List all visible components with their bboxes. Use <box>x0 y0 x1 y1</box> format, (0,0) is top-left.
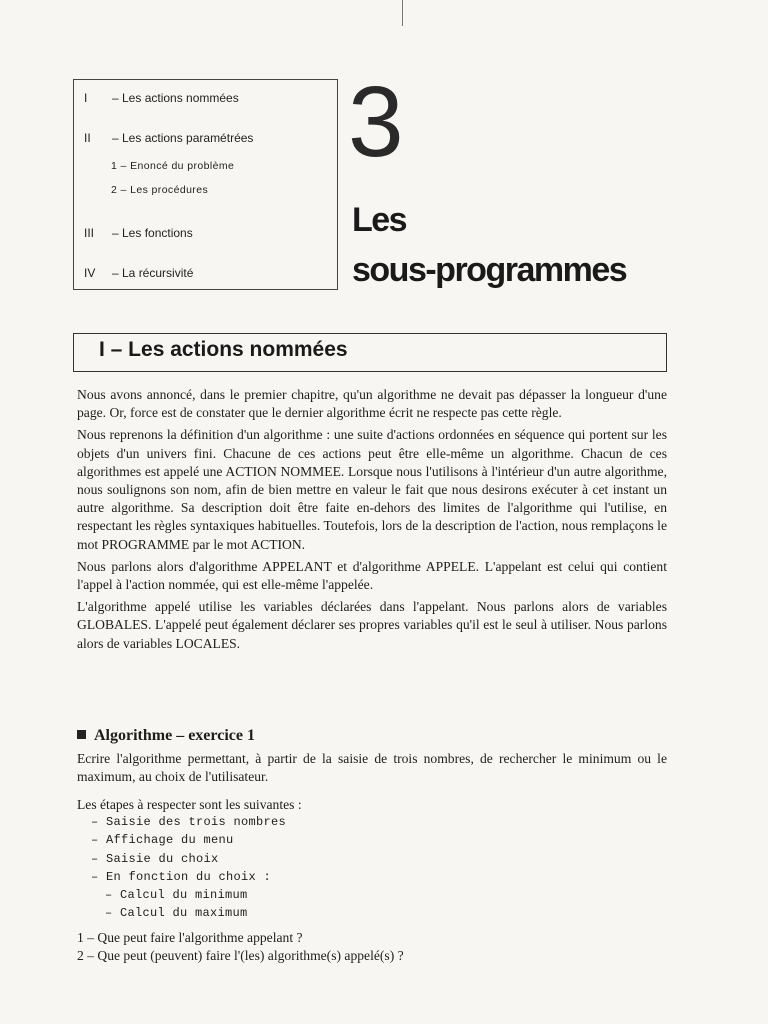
list-item: – Calcul du minimum <box>105 888 248 903</box>
paragraph: Nous reprenons la définition d'un algorithme : une suite d'actions ordonnées en séquence qui portent sur les objets d'un univers fini. Chacune de ces actions peut être elle-même un algorithme. Chacun de ces algorithmes est appelé une ACTION NOMMEE. Lorsque nous l'utilisons à l'intérieur d'un autre algorithme, nous soulignons son nom, afin de bien mettre en valeur le fait que nous desirons exécuter à cet instant un autre algorithme. Sa description doit être faite en-dehors des limites de l'algorithme qui l'utilise, en respectant les règles syntaxiques habituelles. Toutefois, lors de la description de l'action, nous remplaçons le mot PROGRAMME par le mot ACTION. <box>77 427 667 552</box>
square-bullet-icon <box>77 730 86 739</box>
toc-item-number: III <box>84 226 95 240</box>
toc-item <box>84 91 239 105</box>
toc-item-number: II <box>84 131 91 145</box>
section-title: I – Les actions nommées <box>99 338 348 361</box>
paragraph: Nous parlons alors d'algorithme APPELANT et d'algorithme APPELE. L'appelant est celui qui contient l'appel à l'action nommée, qui est elle-même l'appelée. <box>77 558 667 593</box>
toc-item-number: IV <box>84 266 96 280</box>
toc-item-label: – Les fonctions <box>112 226 193 240</box>
list-item: – Saisie des trois nombres <box>91 815 287 829</box>
list-item: – Affichage du menu <box>91 833 234 848</box>
exercise-statement <box>77 750 667 790</box>
toc-item-label: – La récursivité <box>112 266 194 280</box>
toc-item-number: I <box>84 91 88 105</box>
paragraph: Nous avons annoncé, dans le premier chapitre, qu'un algorithme ne devait pas dépasser la longueur d'une page. Or, force est de constater que le dernier algorithme écrit ne respecte pas cette règle. <box>77 387 667 421</box>
toc-item <box>84 226 193 240</box>
question: 1 – Que peut faire l'algorithme appelant ? <box>77 930 303 945</box>
section-header <box>73 333 667 372</box>
chapter-title-line: Les <box>352 201 407 239</box>
list-item: – Saisie du choix <box>91 851 219 866</box>
chapter-title <box>352 195 626 295</box>
paragraph: L'algorithme appelé utilise les variables déclarées dans l'appelant. Nous parlons alors de variables GLOBALES. L'appelé peut également déclarer ses propres variables qu'il est le seul à utiliser. Nous parlons alors de variables LOCALES. <box>77 599 667 651</box>
paragraph: Ecrire l'algorithme permettant, à partir de la saisie de trois nombres, de rechercher le minimum ou le maximum, au choix de l'utilisateur. <box>77 751 667 785</box>
toc-item-label: – Les actions paramétrées <box>112 131 254 145</box>
exercise-heading <box>77 727 255 745</box>
toc-item-label: – Les actions nommées <box>112 91 239 105</box>
list-item: – Calcul du maximum <box>105 906 248 921</box>
list-item: – En fonction du choix : <box>91 869 272 884</box>
toc-subitem: 1 – Enoncé du problème <box>111 160 235 172</box>
body-text <box>77 386 667 657</box>
chapter-title-line: sous-programmes <box>352 251 627 289</box>
question: 2 – Que peut (peuvent) faire l'(les) algorithme(s) appelé(s) ? <box>77 948 404 963</box>
toc-item <box>84 266 193 280</box>
chapter-number: 3 <box>348 66 404 178</box>
steps-list <box>91 813 286 923</box>
toc-item <box>84 131 253 145</box>
steps-intro: Les étapes à respecter sont les suivantes : <box>77 797 302 812</box>
exercise-heading-text: Algorithme – exercice 1 <box>94 727 255 744</box>
toc-subitem: 2 – Les procédures <box>111 184 209 196</box>
scan-margin-mark <box>402 0 403 26</box>
table-of-contents <box>73 79 338 290</box>
